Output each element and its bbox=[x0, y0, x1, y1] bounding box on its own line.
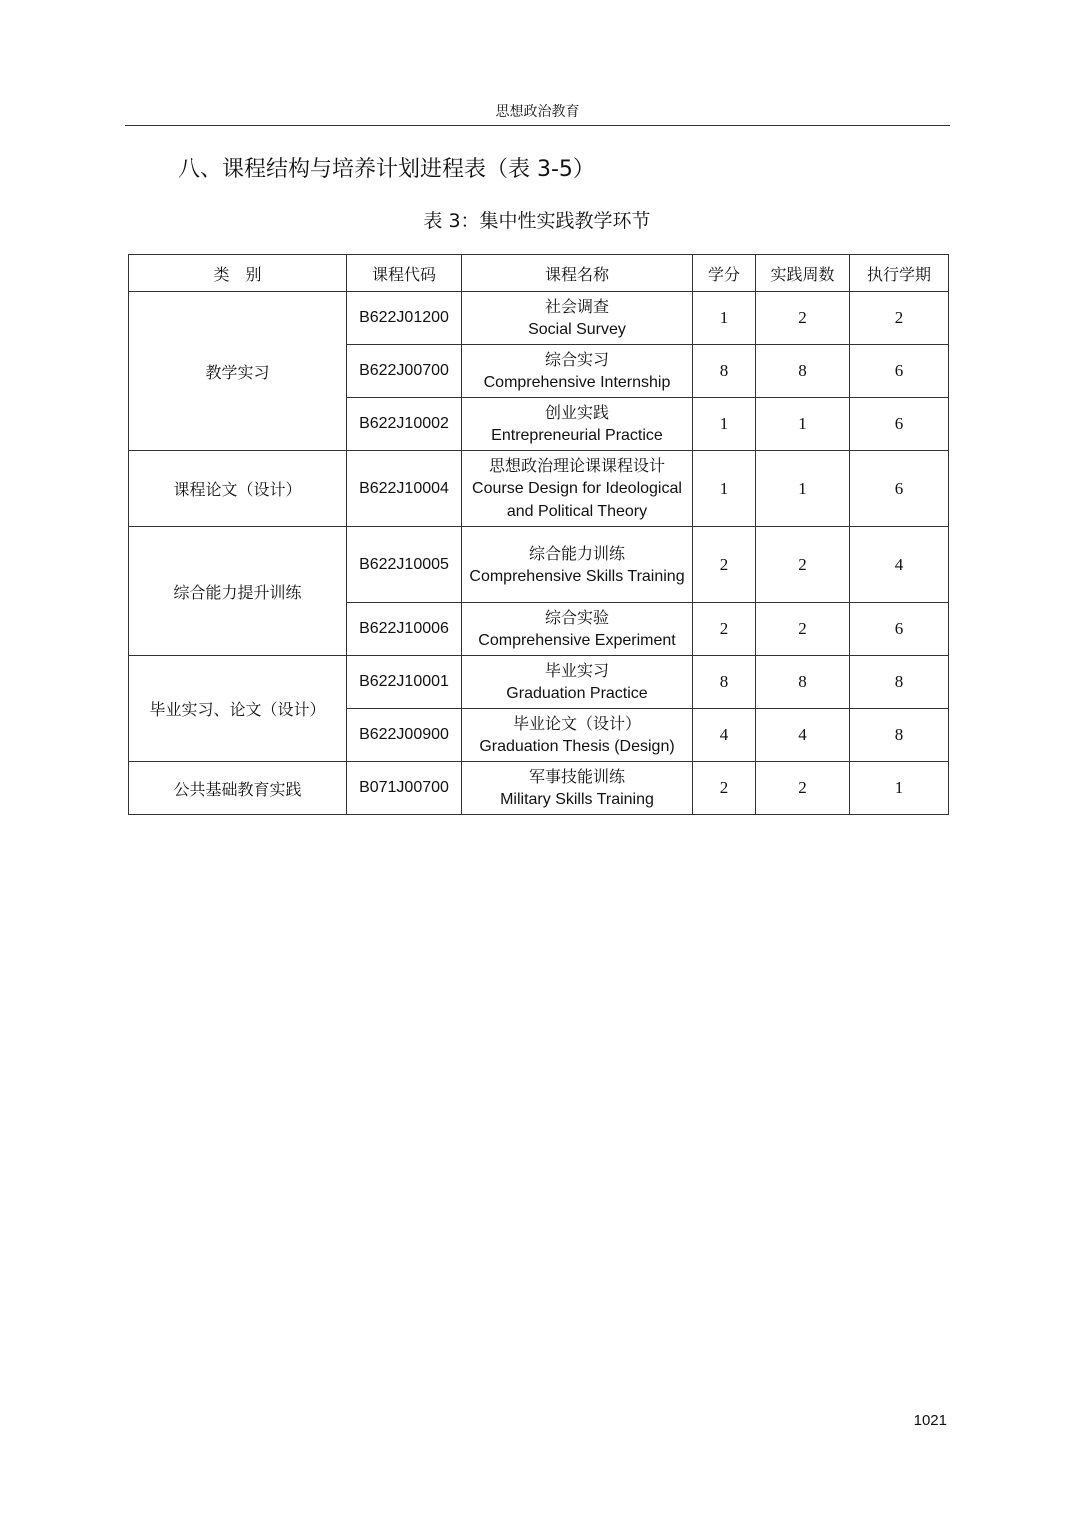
column-header-weeks: 实践周数 bbox=[756, 255, 850, 292]
course-name-zh: 创业实践 bbox=[544, 403, 609, 422]
category-cell: 综合能力提升训练 bbox=[129, 527, 347, 656]
course-name bbox=[462, 398, 693, 451]
course-name-en: Social Survey bbox=[528, 321, 626, 338]
course-credits: 8 bbox=[693, 345, 756, 398]
course-semester: 4 bbox=[850, 527, 949, 603]
course-weeks: 8 bbox=[756, 345, 850, 398]
course-name-zh: 综合能力训练 bbox=[528, 543, 625, 563]
course-name bbox=[462, 656, 693, 709]
course-semester: 8 bbox=[850, 656, 949, 709]
course-code: B622J10006 bbox=[347, 603, 462, 656]
course-credits: 4 bbox=[693, 709, 756, 762]
course-name bbox=[462, 451, 693, 527]
category-cell: 课程论文（设计） bbox=[129, 451, 347, 527]
course-credits: 1 bbox=[693, 292, 756, 345]
course-semester: 2 bbox=[850, 292, 949, 345]
course-credits: 2 bbox=[693, 603, 756, 656]
course-credits: 2 bbox=[693, 762, 756, 815]
course-name-en: Graduation Practice bbox=[506, 685, 648, 702]
category-cell: 公共基础教育实践 bbox=[129, 762, 347, 815]
column-header-code: 课程代码 bbox=[347, 255, 462, 292]
course-weeks: 2 bbox=[756, 762, 850, 815]
course-semester: 8 bbox=[850, 709, 949, 762]
course-name-en: Course Design for Ideological and Political Theory bbox=[472, 480, 682, 520]
course-name-en: Military Skills Training bbox=[500, 791, 654, 808]
running-header: 思想政治教育 bbox=[495, 104, 580, 120]
course-name bbox=[462, 603, 693, 656]
practice-course-table bbox=[128, 254, 949, 815]
course-weeks: 8 bbox=[756, 656, 850, 709]
course-name bbox=[462, 709, 693, 762]
course-credits: 1 bbox=[693, 451, 756, 527]
course-name-zh: 毕业论文（设计） bbox=[512, 714, 641, 733]
course-weeks: 2 bbox=[756, 603, 850, 656]
category-cell: 教学实习 bbox=[129, 292, 347, 451]
section-heading: 八、课程结构与培养计划进程表（表 3-5） bbox=[178, 157, 595, 182]
course-name bbox=[462, 527, 693, 603]
column-header-semester: 执行学期 bbox=[850, 255, 949, 292]
column-header-credits: 学分 bbox=[693, 255, 756, 292]
course-code: B622J01200 bbox=[347, 292, 462, 345]
course-weeks: 1 bbox=[756, 398, 850, 451]
course-weeks: 2 bbox=[756, 527, 850, 603]
column-header-category: 类 别 bbox=[129, 255, 347, 292]
course-credits: 8 bbox=[693, 656, 756, 709]
course-name-zh: 综合实习 bbox=[544, 350, 609, 369]
course-code: B622J10001 bbox=[347, 656, 462, 709]
course-code: B622J10005 bbox=[347, 527, 462, 603]
course-code: B622J00900 bbox=[347, 709, 462, 762]
column-header-name: 课程名称 bbox=[462, 255, 693, 292]
course-code: B071J00700 bbox=[347, 762, 462, 815]
course-name bbox=[462, 292, 693, 345]
course-semester: 6 bbox=[850, 603, 949, 656]
course-name bbox=[462, 762, 693, 815]
course-semester: 1 bbox=[850, 762, 949, 815]
page-number: 1021 bbox=[913, 1412, 947, 1429]
course-name-en: Comprehensive Skills Training bbox=[469, 567, 685, 585]
table-row bbox=[129, 451, 949, 527]
table-row bbox=[129, 762, 949, 815]
course-code: B622J10004 bbox=[347, 451, 462, 527]
course-name-en: Comprehensive Experiment bbox=[478, 632, 676, 649]
course-name-zh: 社会调查 bbox=[544, 297, 609, 316]
course-credits: 1 bbox=[693, 398, 756, 451]
course-semester: 6 bbox=[850, 345, 949, 398]
course-name bbox=[462, 345, 693, 398]
course-credits: 2 bbox=[693, 527, 756, 603]
course-code: B622J10002 bbox=[347, 398, 462, 451]
header-divider bbox=[125, 125, 950, 126]
course-weeks: 4 bbox=[756, 709, 850, 762]
course-name-en: Entrepreneurial Practice bbox=[491, 427, 663, 444]
course-semester: 6 bbox=[850, 398, 949, 451]
course-name-en: Comprehensive Internship bbox=[483, 374, 671, 391]
course-weeks: 2 bbox=[756, 292, 850, 345]
course-code: B622J00700 bbox=[347, 345, 462, 398]
course-name-zh: 综合实验 bbox=[544, 608, 609, 627]
course-name-en: Graduation Thesis (Design) bbox=[479, 738, 675, 755]
course-name-zh: 思想政治理论课课程设计 bbox=[488, 456, 665, 475]
table-row bbox=[129, 292, 949, 345]
table-row bbox=[129, 656, 949, 709]
category-cell: 毕业实习、论文（设计） bbox=[129, 656, 347, 762]
table-header-row bbox=[129, 255, 949, 292]
course-weeks: 1 bbox=[756, 451, 850, 527]
table-caption: 表 3：集中性实践教学环节 bbox=[423, 210, 651, 232]
course-name-zh: 毕业实习 bbox=[544, 661, 609, 680]
course-name-zh: 军事技能训练 bbox=[528, 767, 625, 786]
table-row bbox=[129, 527, 949, 603]
course-semester: 6 bbox=[850, 451, 949, 527]
